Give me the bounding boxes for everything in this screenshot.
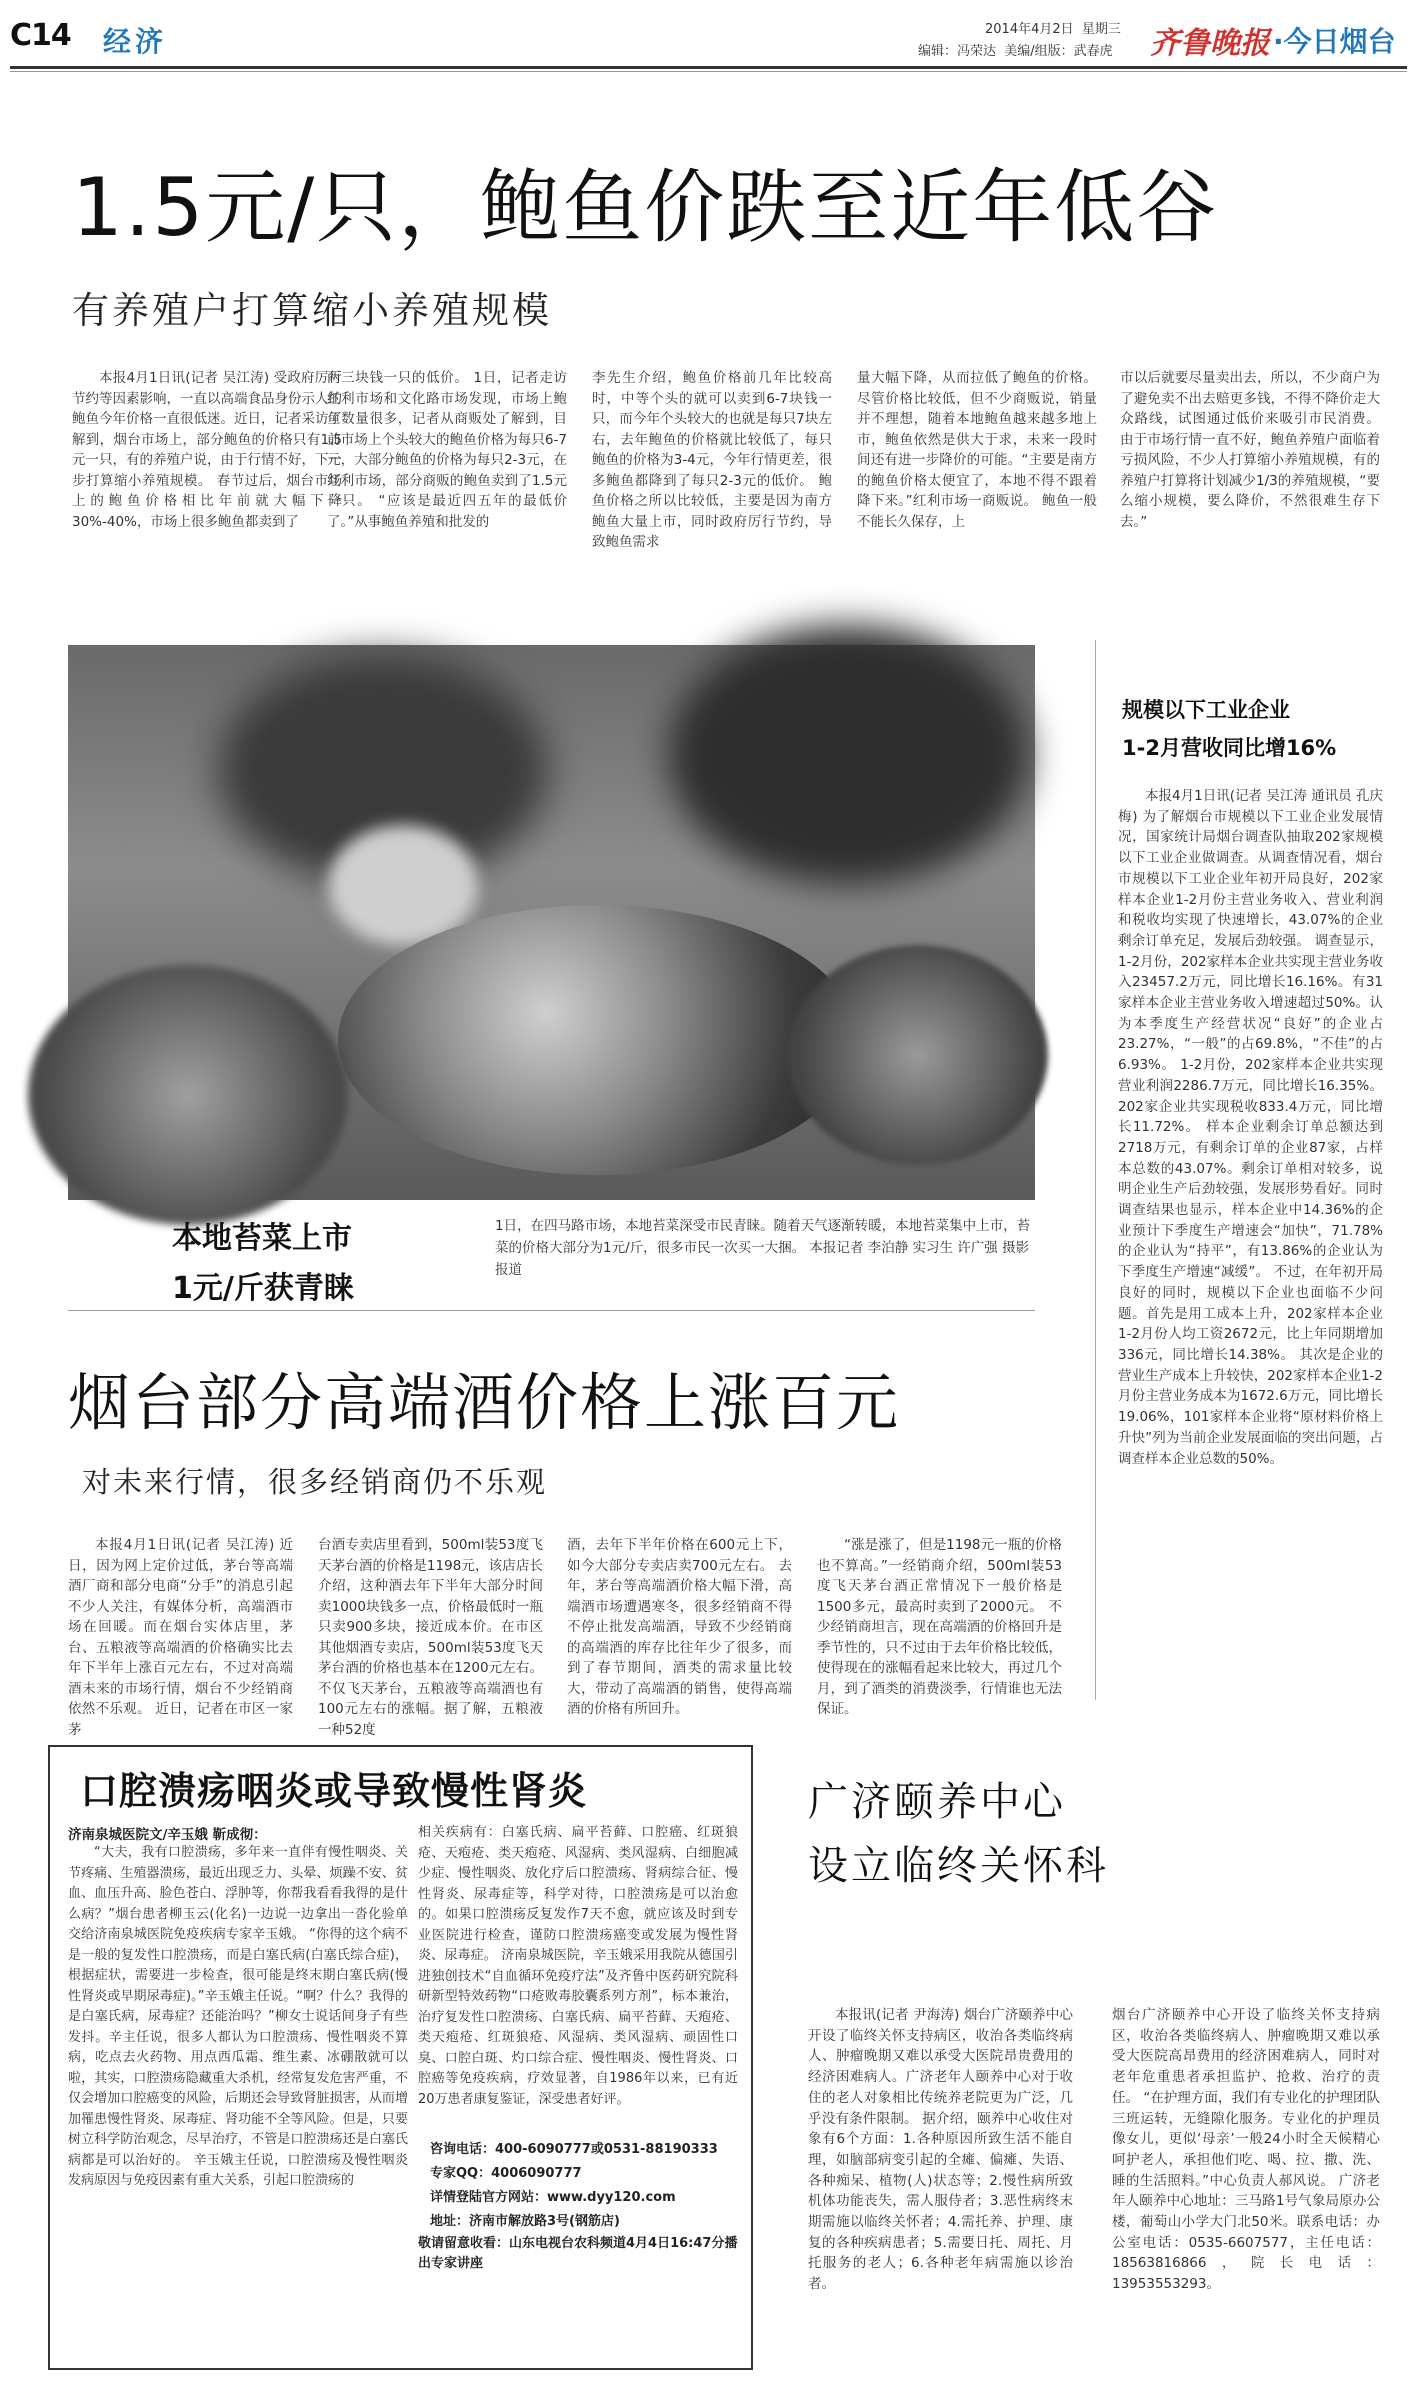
ad-col1: “大夫，我有口腔溃疡，多年来一直伴有慢性咽炎、关节疼痛、生殖器溃疡，最近出现乏力、头晕、烦躁不安、贫血、血压升高、脸色苍白、浮肿等，你帮我看看我得的是什么病？”烟台患者柳玉云(化名)一边说一边拿出一沓化验单交给济南泉城医院免疫疾病专家辛玉娥。 “你得的这个病不是一般的复发性口腔溃疡，而是白塞氏病(白塞氏综合症)，根据症状，需要进一步检查，很可能是终末期白塞氏病(慢性肾炎或早期尿毒症)。”辛玉娥主任说。“啊？什么？我得的是白塞氏病，尿毒症？还能治吗？”柳女士说话间身子有些发抖。辛主任说，很多人都认为口腔溃疡、慢性咽炎不算病，吃点去火药物、用点西瓜霜、维生素、冰硼散就可以啦，其实，口腔溃疡隐藏重大杀机，经常复发危害严重，不仅会增加口腔癌变的风险，后期还会导致肾脏损害，从而增加罹患慢性肾炎、尿毒症、肾功能不全等风险。但是，只要树立科学防治观念，尽早治疗，不管是口腔溃疡还是白塞氏病都是可以治好的。 辛玉娥主任说，口腔溃疡及慢性咽炎发病原因与免疫因素有重大关系，引起口腔溃疡的 bbox=[68, 1845, 408, 2188]
story2-subhead: 对未来行情，很多经销商仍不乐观 bbox=[82, 1465, 548, 1499]
story2-col2: 台酒专卖店里看到，500ml装53度飞天茅台酒的价格是1198元，该店店长介绍，这种酒去年下半年大部分时间卖1000块钱多一点，价格最低时一瓶只卖900多块，接近成本价。在市区其他烟酒专卖店，500ml装53度飞天茅台酒的价格也基本在1200元左右。 不仅飞天茅台，五粮液等高端酒也有100元左右的涨幅。据了解，五粮液一种52度 bbox=[318, 1537, 543, 1738]
edition-name: ·今日烟台 bbox=[1273, 25, 1396, 58]
ad-byline: 济南泉城医院文/辛玉娥 靳成彻： bbox=[68, 1827, 267, 1843]
photo-caption: 1日，在四马路市场，本地苔菜深受市民青睐。随着天气逐渐转暖，本地苔菜集中上市，苔菜的价格大部分为1元/斤，很多市民一次买一大捆。 本报记者 李泊静 实习生 许广强 摄影报道 bbox=[495, 1218, 1031, 1278]
header-rule bbox=[10, 66, 1407, 69]
photo-rule bbox=[68, 1310, 1035, 1311]
header-rule-thin bbox=[10, 71, 1407, 72]
photo-title-line1: 本地苔菜上市 bbox=[172, 1221, 352, 1256]
side-headline-line2: 1-2月营收同比增16% bbox=[1122, 736, 1337, 760]
header-date: 2014年4月2日 星期三 bbox=[985, 22, 1121, 37]
header-editors: 编辑：冯荣达 美编/组版：武春虎 bbox=[918, 44, 1113, 59]
section-name: 经济 bbox=[103, 25, 168, 58]
ad-website: 详情登陆官方网站：www.dyy120.com bbox=[430, 2190, 676, 2205]
story1-headline: 1.5元/只，鲍鱼价跌至近年低谷 bbox=[72, 161, 1219, 254]
ad-qq: 专家QQ：4006090777 bbox=[430, 2166, 582, 2181]
ad-phone: 咨询电话：400-6090777或0531-88190333 bbox=[430, 2142, 718, 2157]
side-story-body: 本报4月1日讯(记者 吴江涛 通讯员 孔庆梅) 为了解烟台市规模以下工业企业发展情况，国家统计局烟台调查队抽取202家规模以下工业企业做调查。从调查情况看，烟台市规模以下工业企业年初开局良好，202家样本企业1-2月份主营业务收入、营业利润和税收均实现了快速增长，43.07%的企业剩余订单充足，发展后劲较强。 调查显示，1-2月份，202家样本企业共实现主营业务收入23457.2万元，同比增长16.16%。有31家样本企业主营业务收入增速超过50%。认为本季度生产经营状况“良好”的企业占23.27%，“一般”的占69.8%，“不佳”的占6.93%。 1-2月份，202家样本企业共实现营业利润2286.7万元，同比增长16.35%。202家企业共实现税收833.4万元，同比增长11.72%。 样本企业剩余订单总额达到2718万元，有剩余订单的企业87家，占样本总数的43.07%。剩余订单相对较多，说明企业生产后劲较强，发展形势看好。同时调查结果也显示，样本企业中14.36%的企业预计下季度生产增速会“加快”，71.78%的企业认为“持平”，有13.86%的企业认为下季度生产增速“减缓”。 不过，在年初开局良好的同时，规模以下企业也面临不少问题。首先是用工成本上升，202家样本企业1-2月份人均工资2672元，比上年同期增加336元，同比增长14.38%。 其次是企业的营业生产成本上升较快，202家样本企业1-2月份主营业务成本为1672.6万元，同比增长19.06%，101家样本企业将“原材料价格上升快”列为当前企业发展面临的突出问题，占调查样本企业总数的50%。 bbox=[1118, 788, 1383, 1467]
story1-col5: 市以后就要尽量卖出去，所以，不少商户为了避免卖不出去赔更多钱，不得不降价走大众路线，试图通过低价来吸引市民消费。 由于市场行情一直不好，鲍鱼养殖户面临着亏损风险，不少人打算缩小养殖规模，有的养殖户打算将计划减少1/3的养殖规模，“要么缩小规模，要么降价，不然很难生存下去。” bbox=[1120, 370, 1380, 530]
ad-tv-notice: 敬请留意收看：山东电视台农科频道4月4日16:47分播出专家讲座 bbox=[418, 2236, 738, 2271]
photo-vegetable-left bbox=[28, 965, 348, 1225]
story1-subhead: 有养殖户打算缩小养殖规模 bbox=[72, 289, 552, 332]
photo-vegetable-bunch bbox=[338, 905, 858, 1175]
photo-vegetable-right bbox=[788, 945, 1048, 1165]
story1-col3: 李先生介绍，鲍鱼价格前几年比较高时，中等个头的就可以卖到6-7块钱一只，而今年个头较大的也就是每只7块左右，去年鲍鱼的价格就比较低了，每只鲍鱼的价格为3-4元，今年行情更差，很多鲍鱼都降到了每只2-3元的低价。 鲍鱼价格之所以比较低，主要是因为南方鲍鱼大量上市，同时政府厉行节约，导致鲍鱼需求 bbox=[592, 370, 832, 550]
story3-headline-line1: 广济颐养中心 bbox=[808, 1779, 1066, 1825]
story3-col2: 烟台广济颐养中心开设了临终关怀支持病区，收治各类临终病人、肿瘤晚期又难以承受大医院高昂费用的经济困难病人，同时对老年危重患者承担监护、抢救、治疗的责任。 “在护理方面，我们有专业化的护理团队三班运转，无缝隙化服务。专业化的护理员像女儿，更似‘母亲’一般24小时全天候精心呵护老人，承担他们吃、喝、拉、撒、洗、睡的生活照料。”中心负责人郝风说。 广济老年人颐养中心地址：三马路1号气象局原办公楼，葡萄山小学大门北50米。联系电话：办公室电话：0535-6607577，主任电话：18563816866，院长电话：13953553293。 bbox=[1112, 2007, 1380, 2293]
story1-col1: 本报4月1日讯(记者 吴江涛) 受政府厉行节约等因素影响，一直以高端食品身份示人的鲍鱼今年价格一直很低迷。近日，记者采访了解到，烟台市场上，部分鲍鱼的价格只有1.5元一只，有的养殖户说，由于行情不好，下一步打算缩小养殖规模。 春节过后，烟台市场上的鲍鱼价格相比年前就大幅下降30%-40%，市场上很多鲍鱼都卖到了 bbox=[72, 370, 342, 530]
side-headline-line1: 规模以下工业企业 bbox=[1122, 698, 1290, 722]
story2-col1: 本报4月1日讯(记者 吴江涛) 近日，因为网上定价过低，茅台等高端酒厂商和部分电商“分手”的消息引起不少人关注，有媒体分析，高端酒市场在回暖。而在烟台实体店里，茅台、五粮液等高端酒的价格确实比去年下半年上涨百元左右，不过对高端酒未来的市场行情，烟台不少经销商依然不乐观。 近日，记者在市区一家茅 bbox=[68, 1537, 293, 1738]
story2-col4: “涨是涨了，但是1198元一瓶的价格也不算高。”一经销商介绍，500ml装53度飞天茅台酒正常情况下一般价格是1500多元，最高时卖到了2000元。 不少经销商坦言，现在高端酒的价格回升是季节性的，只不过由于去年价格比较低，使得现在的涨幅看起来比较大，再过几个月，到了酒类的消费淡季，行情谁也无法保证。 bbox=[817, 1537, 1062, 1717]
story1-col2: 两三块钱一只的低价。 1日，记者走访红利市场和文化路市场发现，市场上鲍鱼数量很多，记者从商贩处了解到，目前市场上个头较大的鲍鱼价格为每只6-7元，大部分鲍鱼的价格为每只2-3元，在红利市场，部分商贩的鲍鱼卖到了1.5元一只。 “应该是最近四五年的最低价了。”从事鲍鱼养殖和批发的 bbox=[327, 370, 567, 530]
page-number: C14 bbox=[10, 18, 71, 53]
story1-col4: 量大幅下降，从而拉低了鲍鱼的价格。 尽管价格比较低，但不少商贩说，销量并不理想，随着本地鲍鱼越来越多地上市，鲍鱼依然是供大于求，未来一段时间还有进一步降价的可能。“主要是南方的鲍鱼价格太便宜了，本地不得不跟着降下来。”红利市场一商贩说。 鲍鱼一般不能长久保存，上 bbox=[857, 370, 1097, 530]
story3-headline-line2: 设立临终关怀科 bbox=[808, 1843, 1109, 1889]
ad-col2: 相关疾病有：白塞氏病、扁平苔藓、口腔癌、红斑狼疮、天疱疮、类天疱疮、风湿病、类风湿病、白细胞减少症、慢性咽炎、放化疗后口腔溃疡、肾病综合征、慢性肾炎、尿毒症等，科学对待，口腔溃疡是可以治愈的。如果口腔溃疡反复发作7天不愈，就应该及时到专业医院进行检查，谨防口腔溃疡癌变或发展为慢性肾炎、尿毒症。 济南泉城医院，辛玉娥采用我院从德国引进独创技术“自血循环免疫疗法”及齐鲁中医药研究院科研新型特效药物“口疮败毒胶囊系列方剂”，标本兼治，治疗复发性口腔溃疡、白塞氏病、扁平苔藓、天疱疮、类天疱疮、红斑狼疮、风湿病、类风湿病、顽固性口臭、口腔白斑、灼口综合症、慢性咽炎、慢性肾炎、口腔癌等免疫疾病，疗效显著，自1986年以来，已有近20万患者康复鉴证，深受患者好评。 bbox=[418, 1825, 738, 2107]
ad-headline: 口腔溃疡咽炎或导致慢性肾炎 bbox=[80, 1769, 588, 1813]
ad-address: 地址：济南市解放路3号(钢筋店) bbox=[430, 2214, 620, 2229]
paper-logo: 齐鲁晚报 bbox=[1150, 26, 1270, 61]
photo-bg-stall bbox=[668, 625, 1028, 885]
market-vegetable-photo bbox=[68, 645, 1035, 1200]
photo-title-line2: 1元/斤获青睐 bbox=[172, 1271, 354, 1306]
story2-col3: 酒，去年下半年价格在600元上下，如今大部分专卖店卖700元左右。 去年，茅台等高端酒价格大幅下滑，高端酒市场遭遇寒冬，很多经销商不得不停止批发高端酒，导致不少经销商的高端酒的库存比往年少了很多，而到了春节期间，酒类的需求量比较大，带动了高端酒的销售，使得高端酒的价格有所回升。 bbox=[567, 1537, 792, 1717]
story3-col1: 本报讯(记者 尹海涛) 烟台广济颐养中心开设了临终关怀支持病区，收治各类临终病人、肿瘤晚期又难以承受大医院昂贵费用的经济困难病人。广济老年人颐养中心对于收住的老人对象相比传统养老院更为广泛，几乎没有条件限制。 据介绍，颐养中心收住对象有6个方面：1.各种原因所致生活不能自理，如脑部病变引起的全瘫、偏瘫、失语、各种痴呆、植物(人)状态等；2.慢性病所致机体功能丧失，需人服侍者；3.恶性病终末期需施以临终关怀者；4.需托养、护理、康复的各种疾病患者；5.需要日托、周托、月托服务的老人；6.各种老年病需施以诊治者。 bbox=[808, 2007, 1073, 2293]
side-column-divider bbox=[1095, 640, 1096, 1700]
story2-headline: 烟台部分高端酒价格上涨百元 bbox=[68, 1366, 901, 1439]
